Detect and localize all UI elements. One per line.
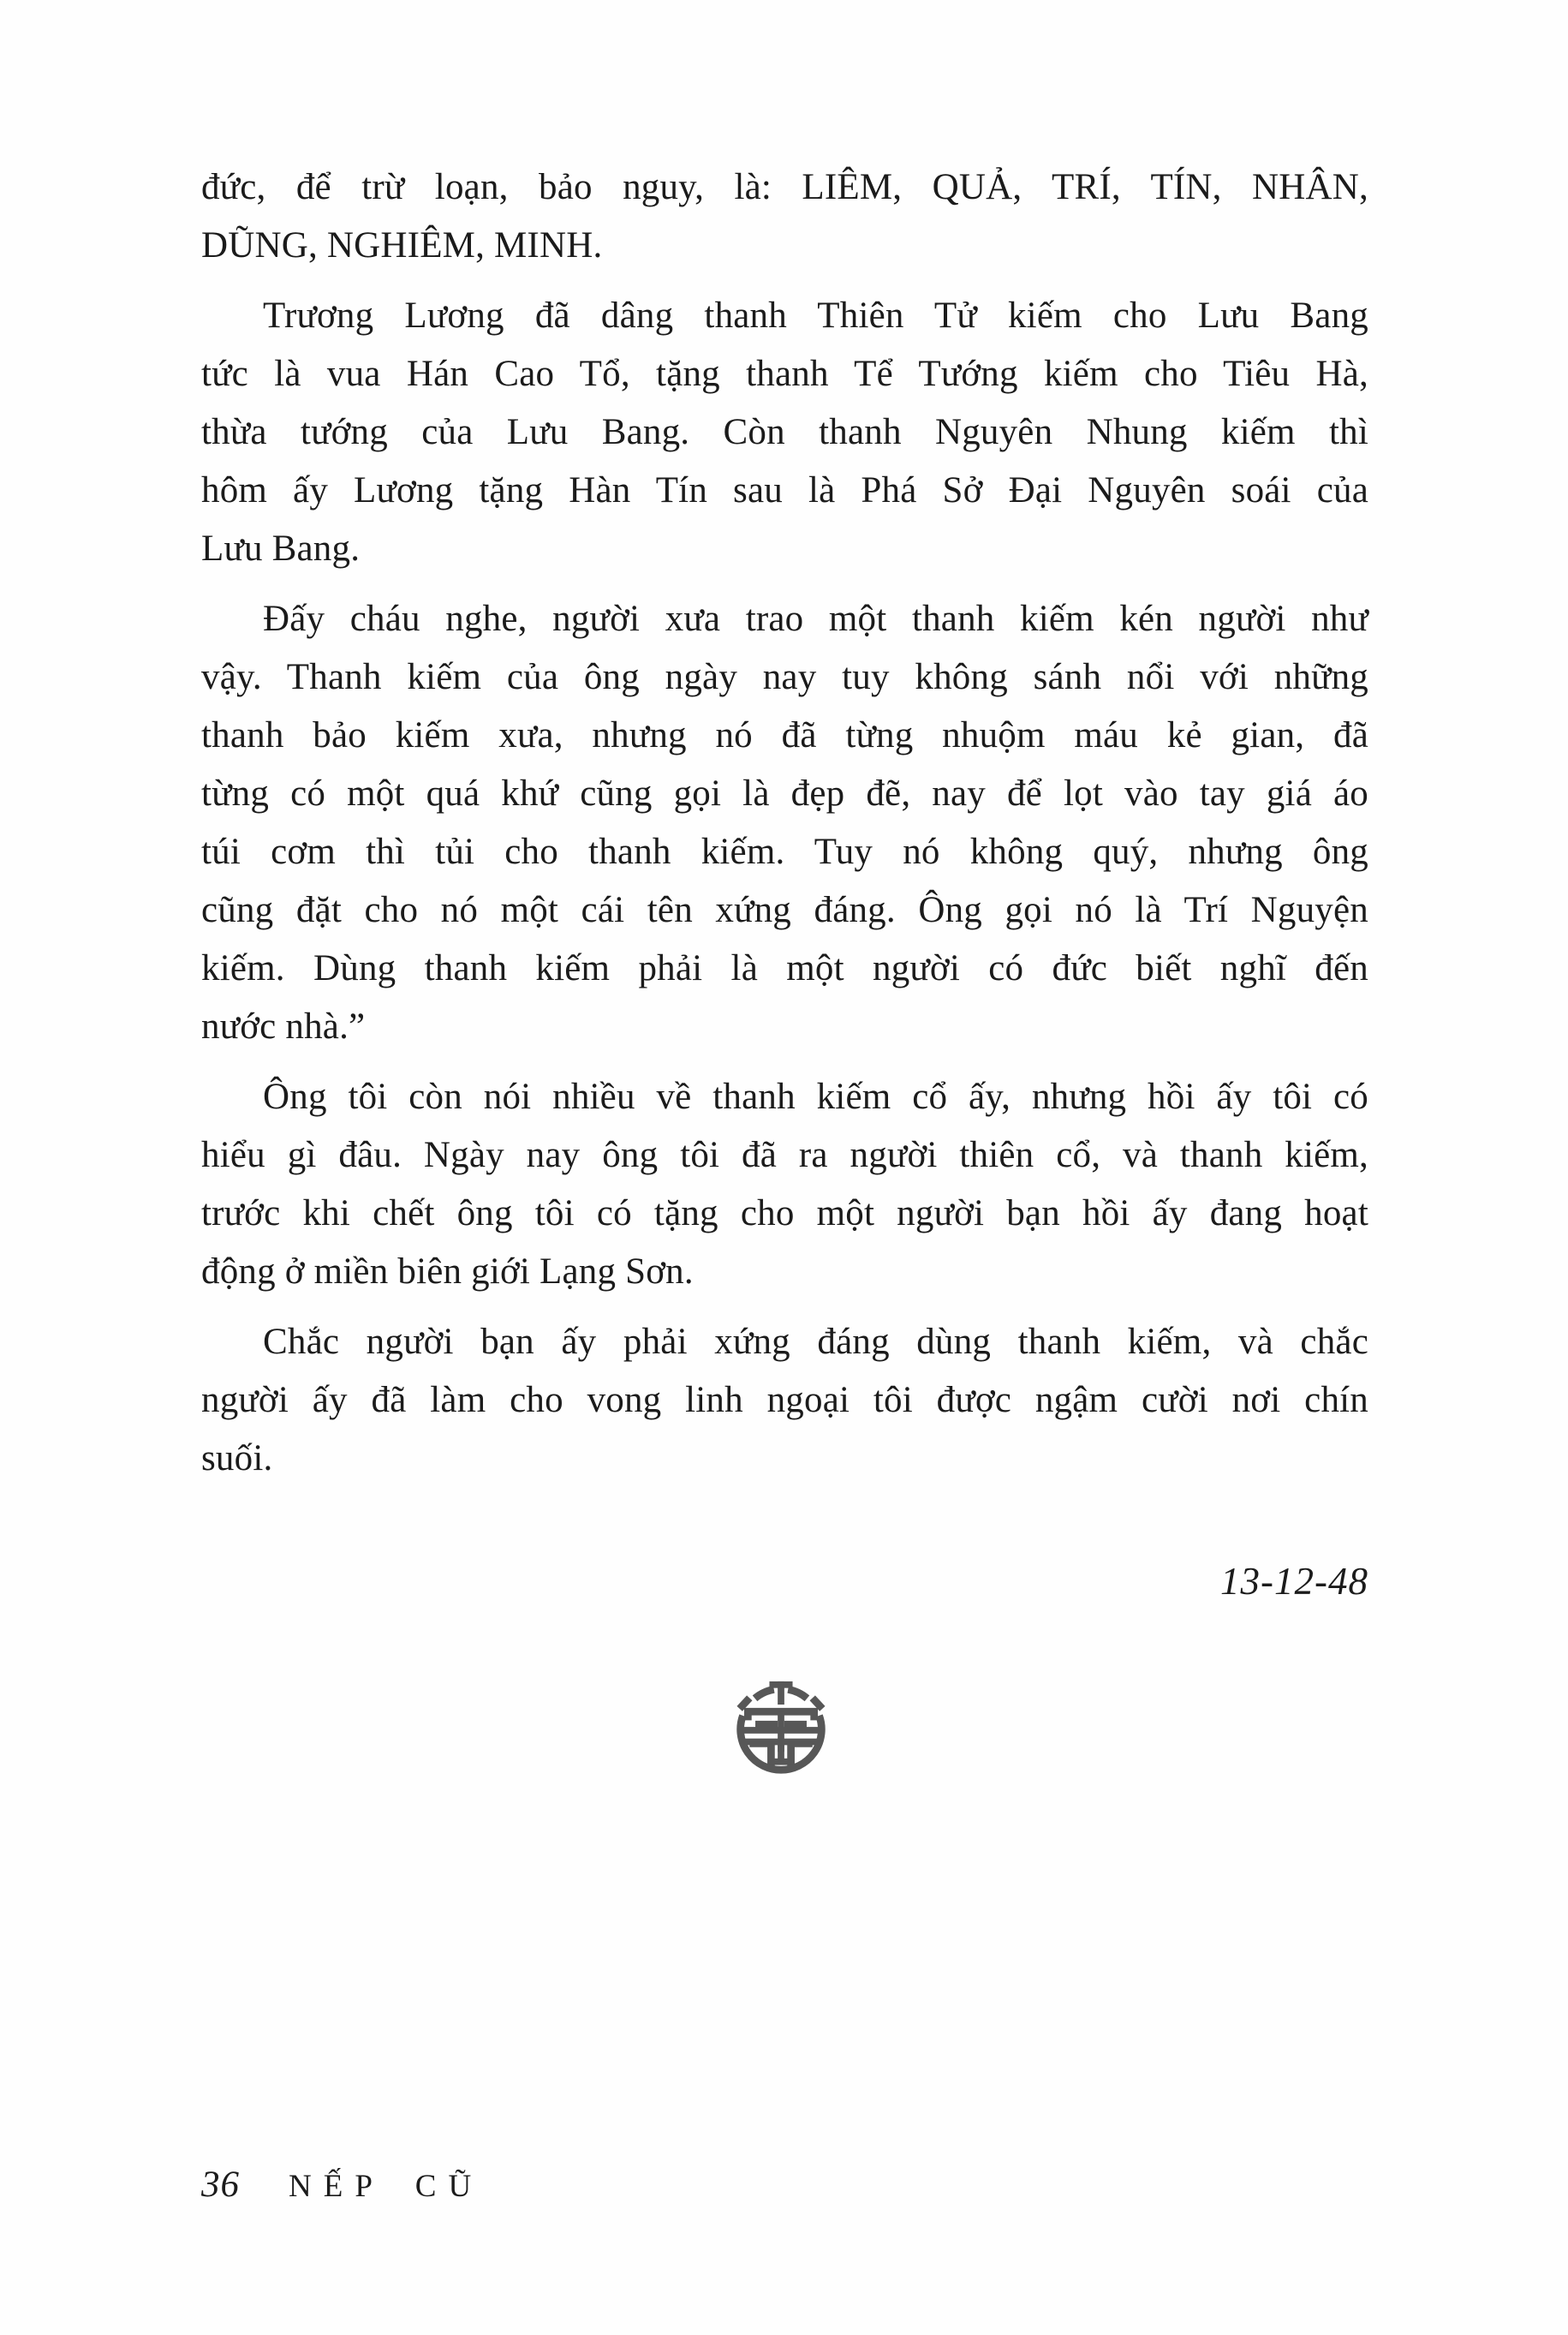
text-line: động ở miền biên giới Lạng Sơn. xyxy=(201,1251,694,1292)
text-line: hiểu gì đâu. Ngày nay ông tôi đã ra người thiên cổ, và thanh kiếm, xyxy=(201,1135,1368,1175)
text-line: Trương Lương đã dâng thanh Thiên Tử kiếm cho Lưu Bang xyxy=(263,296,1368,336)
text-line: cũng đặt cho nó một cái tên xứng đáng. Ông gọi nó là Trí Nguyện xyxy=(201,890,1368,930)
text-line: suối. xyxy=(201,1438,273,1478)
page-footer xyxy=(201,2164,483,2207)
text-line: Chắc người bạn ấy phải xứng đáng dùng thanh kiếm, và chắc xyxy=(263,1322,1368,1362)
text-line: kiếm. Dùng thanh kiếm phải là một người có đức biết nghĩ đến xyxy=(201,948,1368,988)
text-line: túi cơm thì tủi cho thanh kiếm. Tuy nó không quý, nhưng ông xyxy=(201,832,1368,872)
text-line: hôm ấy Lương tặng Hàn Tín sau là Phá Sở Đại Nguyên soái của xyxy=(201,470,1368,511)
body-text xyxy=(201,158,1368,1500)
paragraph xyxy=(201,158,1368,275)
text-line: Ông tôi còn nói nhiều về thanh kiếm cổ ấy, nhưng hồi ấy tôi có xyxy=(263,1077,1368,1117)
text-line: thanh bảo kiếm xưa, nhưng nó đã từng nhuộm máu kẻ gian, đã xyxy=(201,715,1368,755)
text-line: DŨNG, NGHIÊM, MINH. xyxy=(201,225,603,266)
page-number: 36 xyxy=(201,2165,240,2205)
text-line: tức là vua Hán Cao Tổ, tặng thanh Tể Tướng kiếm cho Tiêu Hà, xyxy=(201,354,1368,394)
text-line: đức, để trừ loạn, bảo nguy, là: LIÊM, QUẢ, TRÍ, TÍN, NHÂN, xyxy=(201,167,1368,207)
text-line: Lưu Bang. xyxy=(201,529,361,569)
longevity-seal-icon xyxy=(731,1680,831,1779)
text-line: người ấy đã làm cho vong linh ngoại tôi được ngậm cười nơi chín xyxy=(201,1380,1368,1420)
paragraph xyxy=(201,287,1368,578)
text-line: vậy. Thanh kiếm của ông ngày nay tuy không sánh nổi với những xyxy=(201,657,1368,697)
text-line: nước nhà.” xyxy=(201,1006,366,1047)
text-line: trước khi chết ông tôi có tặng cho một người bạn hồi ấy đang hoạt xyxy=(201,1193,1368,1233)
running-title: NẾP CŨ xyxy=(289,2169,484,2204)
paragraph xyxy=(201,590,1368,1056)
paragraph xyxy=(201,1068,1368,1301)
text-line: từng có một quá khứ cũng gọi là đẹp đẽ, nay để lọt vào tay giá áo xyxy=(201,773,1368,814)
paragraph xyxy=(201,1313,1368,1488)
date-annotation: 13-12-48 xyxy=(1220,1560,1368,1603)
text-line: thừa tướng của Lưu Bang. Còn thanh Nguyên Nhung kiếm thì xyxy=(201,412,1368,452)
text-line: Đấy cháu nghe, người xưa trao một thanh kiếm kén người như xyxy=(263,599,1368,639)
